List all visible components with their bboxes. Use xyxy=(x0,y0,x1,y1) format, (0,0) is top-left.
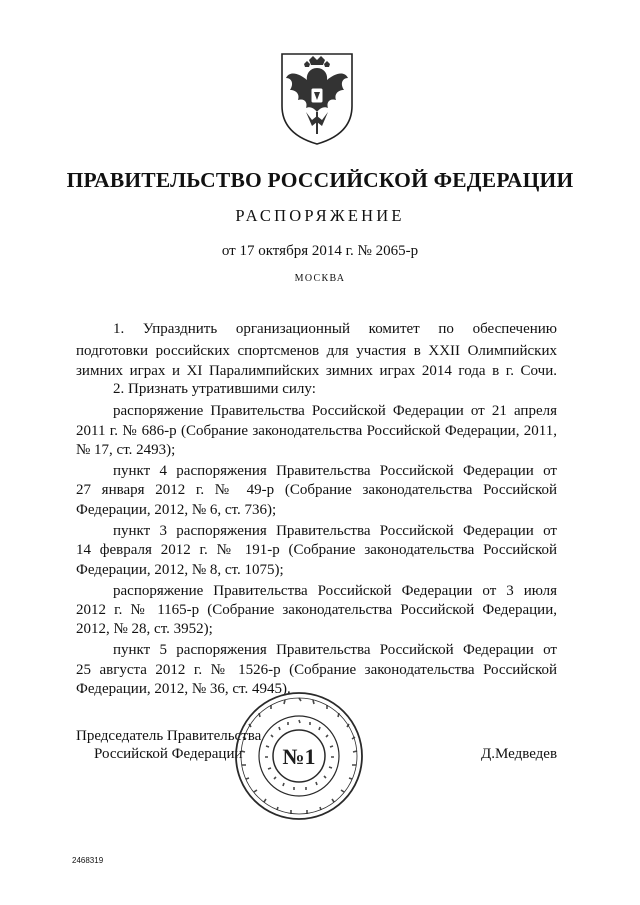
document-type: РАСПОРЯЖЕНИЕ xyxy=(235,206,405,225)
registration-number: 2468319 xyxy=(72,856,104,865)
body-line: подготовки российских спортсменов для участия в XXII Олимпийских xyxy=(76,343,557,359)
signatory-position-line2: Российской Федерации xyxy=(94,746,243,762)
document-city: МОСКВА xyxy=(294,273,346,284)
body-line: распоряжение Правительства Российской Федерации от 21 апреля xyxy=(113,403,557,419)
body-line: Федерации, 2012, № 6, ст. 736); xyxy=(76,502,277,518)
body-line: 27 января 2012 г. № 49-р (Собрание законодательства Российской xyxy=(76,482,557,498)
body-line: пункт 3 распоряжения Правительства Российской Федерации от xyxy=(113,523,557,539)
body-line: 14 февраля 2012 г. № 191-р (Собрание законодательства Российской xyxy=(76,542,557,558)
body-line: 2. Признать утратившими силу: xyxy=(113,381,316,397)
body-line: № 17, ст. 2493); xyxy=(76,442,176,458)
body-line: 2012 г. № 1165-р (Собрание законодательства Российской Федерации, xyxy=(76,602,557,618)
coat-of-arms-icon xyxy=(276,48,358,148)
government-title: ПРАВИТЕЛЬСТВО РОССИЙСКОЙ ФЕДЕРАЦИИ xyxy=(66,168,574,192)
body-line: пункт 5 распоряжения Правительства Российской Федерации от xyxy=(113,642,557,658)
body-line: Федерации, 2012, № 36, ст. 4945). xyxy=(76,681,291,697)
document-date-number: от 17 октября 2014 г. № 2065-р xyxy=(221,243,419,259)
svg-text:№1: №1 xyxy=(282,744,316,769)
body-line: Федерации, 2012, № 8, ст. 1075); xyxy=(76,562,284,578)
body-line: пункт 4 распоряжения Правительства Российской Федерации от xyxy=(113,463,557,479)
signatory-name: Д.Медведев xyxy=(481,746,558,762)
body-line: 1. Упразднить организационный комитет по обеспечению xyxy=(113,321,557,337)
body-line: 2011 г. № 686-р (Собрание законодательства Российской Федерации, 2011, xyxy=(76,423,557,439)
body-line: 25 августа 2012 г. № 1526-р (Собрание законодательства Российской xyxy=(76,662,557,678)
body-line: распоряжение Правительства Российской Федерации от 3 июля xyxy=(113,583,557,599)
official-stamp-icon xyxy=(233,690,365,822)
body-line: 2012, № 28, ст. 3952); xyxy=(76,621,213,637)
body-line: зимних играх и XI Паралимпийских зимних играх 2014 года в г. Сочи. xyxy=(76,363,557,379)
signatory-position-line1: Председатель Правительства xyxy=(76,728,262,744)
